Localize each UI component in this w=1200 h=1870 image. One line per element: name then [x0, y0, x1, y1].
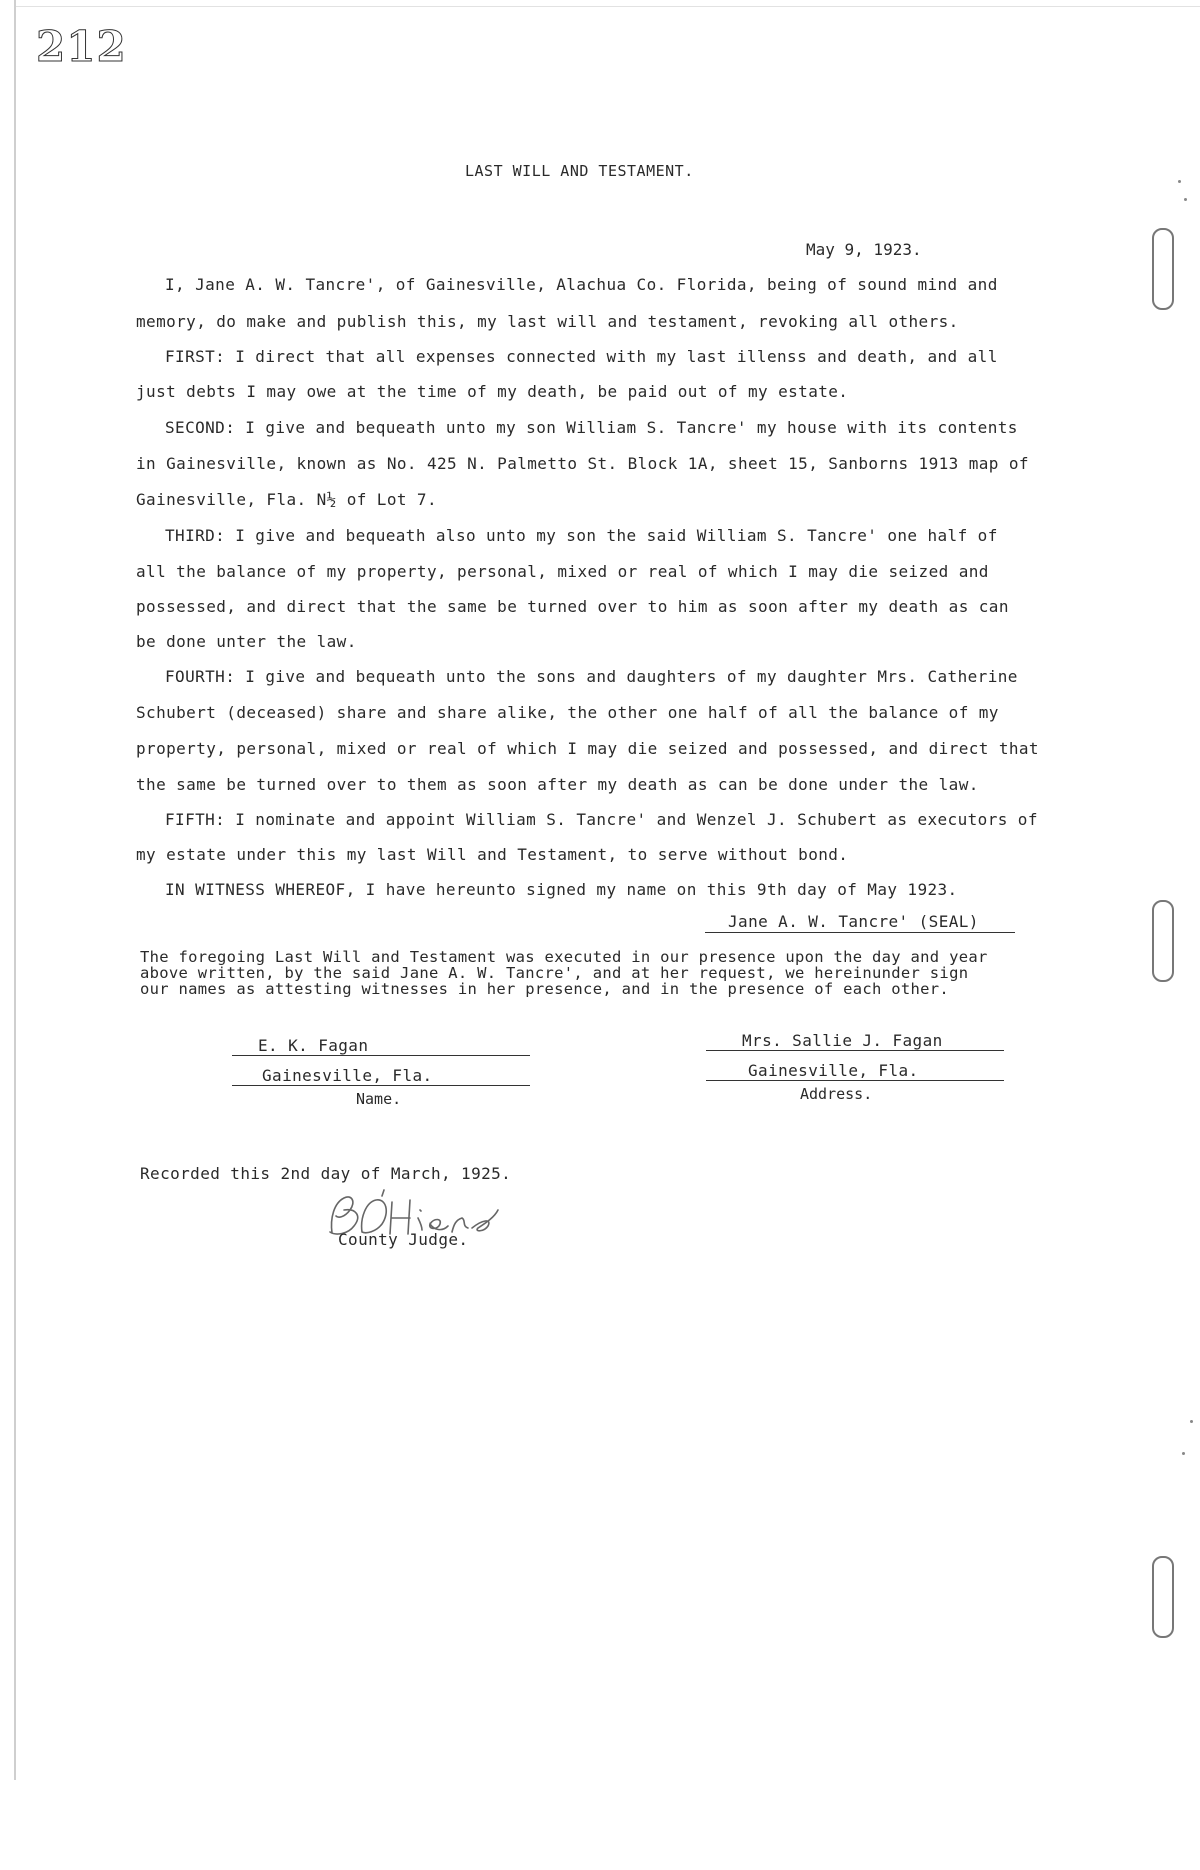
body-line: be done unter the law.: [136, 632, 357, 651]
body-line: FOURTH: I give and bequeath unto the sons and daughters of my daughter Mrs. Catherine: [165, 667, 1018, 686]
page-left-edge: [14, 0, 16, 1780]
recorded-statement: Recorded this 2nd day of March, 1925.: [140, 1164, 512, 1183]
attestation-line: our names as attesting witnesses in her presence, and in the presence of each other.: [140, 980, 950, 998]
paper-speck: [1190, 1420, 1193, 1423]
paper-speck: [1182, 1452, 1185, 1455]
document-date: May 9, 1923.: [806, 240, 922, 259]
page-top-edge: [14, 6, 1200, 7]
witness-left-name: E. K. Fagan: [258, 1036, 369, 1055]
testator-signature-line: [705, 932, 1015, 933]
witness-left-name-line: [232, 1055, 530, 1056]
body-line: the same be turned over to them as soon after my death as can be done under the law.: [136, 775, 979, 794]
attestation-line: The foregoing Last Will and Testament was executed in our presence upon the day and year: [140, 948, 988, 966]
binder-hole: [1152, 900, 1174, 982]
testator-signature: Jane A. W. Tancre' (SEAL): [728, 912, 979, 931]
body-line: property, personal, mixed or real of which I may die seized and possessed, and direct that: [136, 739, 1039, 758]
attestation-line: above written, by the said Jane A. W. Tancre', and at her request, we hereinunder sign: [140, 964, 969, 982]
paper-speck: [1178, 180, 1181, 183]
witness-right-address-line: [706, 1080, 1004, 1081]
binder-hole: [1152, 228, 1174, 310]
witness-left-address-line: [232, 1085, 530, 1086]
paper-speck: [1184, 198, 1187, 201]
page-number: 212: [36, 22, 127, 71]
body-line: memory, do make and publish this, my last will and testament, revoking all others.: [136, 312, 959, 331]
witness-right-caption: Address.: [800, 1085, 873, 1103]
binder-hole: [1152, 1556, 1174, 1638]
body-line: I, Jane A. W. Tancre', of Gainesville, Alachua Co. Florida, being of sound mind and: [165, 275, 998, 294]
body-line: IN WITNESS WHEREOF, I have hereunto signed my name on this 9th day of May 1923.: [165, 880, 958, 899]
body-line: FIRST: I direct that all expenses connected with my last illenss and death, and all: [165, 347, 998, 366]
witness-right-address: Gainesville, Fla.: [748, 1061, 919, 1080]
witness-right-name-line: [706, 1050, 1004, 1051]
judge-title: County Judge.: [338, 1230, 469, 1249]
body-line: just debts I may owe at the time of my death, be paid out of my estate.: [136, 382, 849, 401]
body-line: Gainesville, Fla. N½ of Lot 7.: [136, 490, 437, 509]
witness-left-caption: Name.: [356, 1090, 402, 1108]
body-line: Schubert (deceased) share and share alike, the other one half of all the balance of my: [136, 703, 999, 722]
witness-right-name: Mrs. Sallie J. Fagan: [742, 1031, 943, 1050]
body-line: my estate under this my last Will and Testament, to serve without bond.: [136, 845, 849, 864]
document-title: LAST WILL AND TESTAMENT.: [465, 162, 694, 180]
body-line: FIFTH: I nominate and appoint William S. Tancre' and Wenzel J. Schubert as executors of: [165, 810, 1038, 829]
body-line: THIRD: I give and bequeath also unto my son the said William S. Tancre' one half of: [165, 526, 998, 545]
body-line: in Gainesville, known as No. 425 N. Palmetto St. Block 1A, sheet 15, Sanborns 1913 map of: [136, 454, 1029, 473]
body-line: all the balance of my property, personal, mixed or real of which I may die seized and: [136, 562, 989, 581]
witness-left-address: Gainesville, Fla.: [262, 1066, 433, 1085]
body-line: SECOND: I give and bequeath unto my son William S. Tancre' my house with its contents: [165, 418, 1018, 437]
body-line: possessed, and direct that the same be turned over to him as soon after my death as can: [136, 597, 1009, 616]
